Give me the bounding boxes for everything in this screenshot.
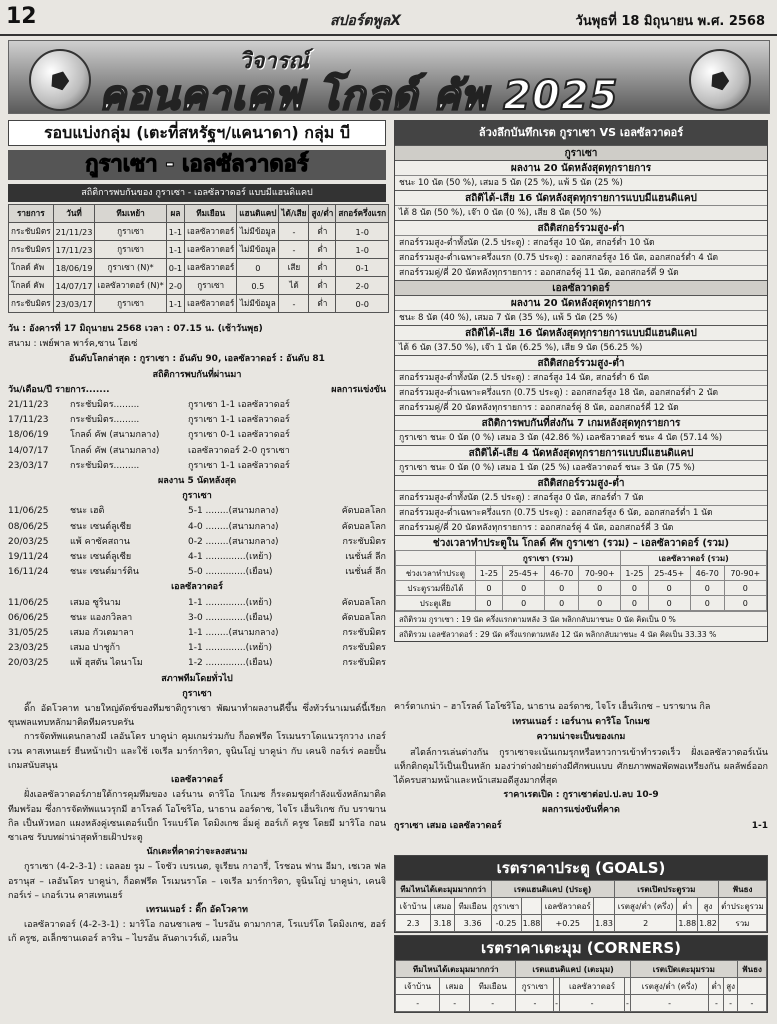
result-cell: ชนะ แองกวิลลา [70, 612, 133, 623]
table-cell: 0-1 [166, 259, 184, 277]
odds-subheader: เรตสูง/ต่ำ (ครึ่ง) [630, 978, 709, 995]
result-row [8, 565, 386, 580]
table-cell: กระชับมิตร [9, 295, 54, 313]
banner-kicker: วิจารณ์ [239, 49, 309, 74]
table-cell: 0 [579, 596, 621, 611]
result-cell: 23/03/17 [8, 460, 49, 471]
table-row [9, 259, 389, 277]
team-a-coach: เทรนเนอร์ : ดิ๊ก อัดโวคาท [146, 904, 248, 915]
stat-line: ได้ 8 นัด (50 %), เจ๊า 0 นัด (0 %), เสีย 8 นัด (50 %) [395, 205, 767, 220]
odds-subheader: สูง [698, 898, 719, 915]
prediction-line [394, 819, 768, 834]
result-cell [338, 444, 386, 459]
team-a-name: กูราเซา [182, 491, 212, 502]
table-cell: 14/07/17 [53, 277, 95, 295]
timing-team-a: กูราเซา (รวม) [475, 551, 621, 566]
result-cell: กระชับมิตร [342, 628, 386, 639]
result-cell: เอลซัลวาดอร์ 2-0 กูราเซา [188, 445, 290, 456]
analysis-column [394, 700, 768, 834]
result-cell: เนชั่นส์ ลีก [345, 567, 386, 578]
result-cell: กูราเซา 1-1 เอลซัลวาดอร์ [188, 460, 290, 471]
stat-line: สกอร์รวมสูง-ต่ำทั้งนัด (2.5 ประตู) : สกอร์สูง 0 นัด, สกอร์ต่ำ 7 นัด [395, 490, 767, 505]
table-cell: 1-1 [166, 295, 184, 313]
title-banner [8, 40, 770, 114]
table-row [9, 277, 389, 295]
odds-subheader: ทีมเยือน [454, 898, 491, 915]
result-row [8, 596, 386, 611]
kickoff-time: วัน : อังคารที่ 17 มิถุนายน 2568 เวลา : 07.15 น. (เช้าวันพุธ) [8, 324, 263, 334]
odds-subheader [521, 898, 542, 915]
result-row [8, 656, 386, 671]
history-table [8, 204, 389, 313]
table-cell: 0 [724, 581, 766, 596]
odds-subheader: ต่ำประตูรวม [718, 898, 766, 915]
odds-subheader: เรตสูง/ต่ำ (ครึ่ง) [614, 898, 677, 915]
stat-line: ได้ 6 นัด (37.50 %), เจ๊า 1 นัด (6.25 %), เสีย 9 นัด (56.25 %) [395, 340, 767, 355]
team-a-name: กูราเซา [395, 145, 767, 160]
table-cell: เอลซัลวาดอร์ (N)* [95, 277, 166, 295]
result-cell: โกลด์ คัพ (สนามกลาง) [70, 430, 160, 441]
odds-subheader: เจ้าบ้าน [396, 898, 431, 915]
result-row [8, 611, 386, 626]
result-cell: เสมอ กัวเตมาลา [70, 628, 134, 639]
odds-value: 1.83 [594, 915, 615, 932]
result-row [8, 504, 386, 519]
result-cell: 08/06/25 [8, 521, 49, 532]
section-heading: สถิติการพบกันที่ส่งกัน 7 เกมหลังสุดทุกรายการ [395, 415, 767, 430]
goals-odds-table: ทีมไหนได้เตะมุมมากกว่า เรตแฮนดิแคป (ประตู) เรตเปิดประตูรวม ฟันธง เจ้าบ้าน เสมอ ทีมเยือน กูราเซา เอลซัลวาดอร์ เรตสูง/ต่ำ (ครึ่ง) ต่ำ สูง ต่ำประตูรวม 2.3 3.18 3.36 -0.25 1.88 +0.25 1.83 2 1.88 1.82 รวม [395, 880, 767, 932]
corners-odds-box [394, 935, 768, 1013]
odds-value: 1.88 [521, 915, 542, 932]
result-cell: โกลด์ คัพ (สนามกลาง) [70, 445, 160, 456]
table-cell: เอลซัลวาดอร์ [185, 295, 237, 313]
table-cell: 0-1 [336, 259, 389, 277]
result-cell: 19/11/24 [8, 552, 49, 563]
section-heading: สถิติได้-เสีย 16 นัดหลังสุดทุกรายการแบบมีแฮนดิแคป [395, 190, 767, 205]
table-cell: 0 [724, 596, 766, 611]
odds-subheader: ต่ำ [709, 978, 724, 995]
column-header: ทีมเหย้า [95, 205, 166, 223]
stat-line: สกอร์รวมคู่/คี่ 20 นัดหลังทุกรายการ : ออกสกอร์คู่ 4 นัด, ออกสกอร์คี่ 3 นัด [395, 520, 767, 535]
prediction-text: กูราเซา เสมอ เอลซัลวาดอร์ [394, 820, 502, 831]
table-cell: 0 [545, 581, 579, 596]
section-heading: สถิติได้-เสีย 16 นัดหลังสุดทุกรายการแบบมีแฮนดิแคป [395, 325, 767, 340]
table-cell: ต่ำ [309, 259, 336, 277]
odds-value: - [559, 995, 625, 1012]
stat-line: สกอร์รวมสูง-ต่ำทั้งนัด (2.5 ประตู) : สกอร์สูง 10 นัด, สกอร์ต่ำ 10 นัด [395, 235, 767, 250]
result-cell: 17/11/23 [8, 415, 49, 426]
result-cell: 1-1 ........(สนามกลาง) [188, 628, 279, 639]
page-header [0, 0, 777, 36]
table-cell: กูราเซา (N)* [95, 259, 166, 277]
result-cell: ชนะ เซนต์ลูเซีย [70, 552, 132, 563]
column-header: ทีมเยือน [185, 205, 237, 223]
timing-header: 1-25 [475, 566, 502, 581]
result-row [8, 535, 386, 550]
result-cell: 4-0 ........(สนามกลาง) [188, 521, 279, 532]
probability-text: สไตล์การเล่นต่างกัน กูราเซาจะเน้นเกมรุกหรือหาวการเข้าทำรวดเร็ว ฝั่งเอลซัลวาดอร์เน้นแท็กติกดุมไว้เป็นเป็นหลัก มองว่าต่างฝ่ายต่างมีศักพบแบบ ศักยภาพพอพัดพอเหรียงกัน ผลลัพธ์ออกได้ครบสามหน้าและหน้าเสมอดีสูงมากที่สุด [394, 747, 768, 787]
result-cell: 1-1 ..............(เหย้า) [188, 597, 272, 608]
table-cell: เอลซัลวาดอร์ [185, 223, 237, 241]
group-heading: รอบแบ่งกลุ่ม (เตะที่สหรัฐฯ/แคนาดา) กลุ่ม บี [8, 120, 386, 146]
result-cell: 31/05/25 [8, 628, 49, 639]
result-cell: คัดบอลโลก [341, 597, 386, 608]
column-header: ผล [166, 205, 184, 223]
table-cell: ต่ำ [309, 223, 336, 241]
odds-value: - [396, 995, 440, 1012]
result-cell: แพ้ ฮุสตัน ไดนาโม [70, 658, 143, 669]
table-cell: โกลด์ คัพ [9, 259, 54, 277]
table-cell: 21/11/23 [53, 223, 95, 241]
result-cell: คัดบอลโลก [341, 521, 386, 532]
stat-line: สกอร์รวมสูง-ต่ำเฉพาะครึ่งแรก (0.75 ประตู) : ออกสกอร์สูง 6 นัด, ออกสกอร์ต่ำ 1 นัด [395, 505, 767, 520]
odds-value: 2 [614, 915, 677, 932]
odds-value: 1.88 [677, 915, 698, 932]
general-condition-title: สภาพทีมโดยทั่วไป [161, 673, 233, 684]
probability-title: ความน่าจะเป็นของเกม [536, 732, 626, 743]
team-a-paragraph: ดิ๊ก อัดโวคาท นายใหญ่ดัตช์ของทีมชาติกูราเซา พัฒนาทำผลงานดีขึ้น ซึ่งทัวร์นาเมนต์นี้เรียกขุนพลแทบหลักมาติดทีมครบครัน [8, 704, 386, 729]
result-cell: 21/11/23 [8, 400, 49, 411]
table-row [396, 581, 767, 596]
table-cell: ไม่มีข้อมูล [237, 223, 279, 241]
section-heading: สถิติสกอร์รวมสูง-ต่ำ [395, 475, 767, 490]
table-cell: 0 [690, 581, 724, 596]
banner-title: คอนคาเคฟ โกลด์ คัพ 2025 [99, 73, 619, 114]
result-cell: 3-0 ..............(เยือน) [188, 612, 273, 623]
table-cell: 0 [545, 596, 579, 611]
odds-value: 3.18 [431, 915, 455, 932]
history-table-title: สถิติการพบกันของ กูราเซา - เอลซัลวาดอร์ แบบมีแฮนดิแคป [8, 184, 386, 202]
table-cell: 0 [690, 596, 724, 611]
table-cell: 23/03/17 [53, 295, 95, 313]
table-cell: กระชับมิตร [9, 223, 54, 241]
opening-odds: ราคาเรตเปิด : กูราเซาต่อป.ป.ลบ 10-9 [503, 790, 659, 801]
goals-odds-title: เรตราคาประตู (GOALS) [395, 856, 767, 880]
odds-value: -0.25 [491, 915, 521, 932]
result-row [8, 520, 386, 535]
table-cell: 1-1 [166, 241, 184, 259]
table-cell: ต่ำ [309, 295, 336, 313]
timing-team-b: เอลซัลวาดอร์ (รวม) [621, 551, 767, 566]
result-cell: กูราเซา 1-1 เอลซัลวาดอร์ [188, 400, 290, 411]
table-cell: ได้ [279, 277, 309, 295]
lineup-title: นักเตะที่คาดว่าจะลงสนาม [146, 847, 248, 858]
result-cell: กระชับมิตร [342, 658, 386, 669]
section-heading: สถิติสกอร์รวมสูง-ต่ำ [395, 355, 767, 370]
result-row [8, 550, 386, 565]
result-row [8, 641, 386, 656]
odds-value: - [630, 995, 709, 1012]
section-heading: ช่วงเวลาทำประตูใน โกลด์ คัพ กูราเซา (รวม) – เอลซัลวาดอร์ (รวม) [395, 535, 767, 550]
table-cell: 0 [475, 581, 502, 596]
timing-header: 70-90+ [579, 566, 621, 581]
issue-date: วันพุธที่ 18 มิถุนายน พ.ศ. 2568 [575, 14, 765, 29]
result-row [8, 413, 386, 428]
table-row [9, 295, 389, 313]
timing-header: 25-45+ [502, 566, 544, 581]
stat-line: กูราเซา ชนะ 0 นัด (0 %) เสมอ 3 นัด (42.86 %) เอลซัลวาดอร์ ชนะ 4 นัด (57.14 %) [395, 430, 767, 445]
team-b-lineup-cont: คาร์ตาเกน่า – ฮาโรลด์ โอโซริโอ, นาธาน ออร์ดาซ, ไจโร เฮ็นริเกซ – บราฆาน กิล [394, 702, 711, 712]
odds-value: - [724, 995, 738, 1012]
odds-subheader [737, 978, 766, 995]
odds-subheader: เจ้าบ้าน [396, 978, 440, 995]
result-cell: 06/06/25 [8, 612, 49, 623]
team-b-name: เอลซัลวาดอร์ [171, 582, 223, 593]
table-cell: กูราเซา [95, 295, 166, 313]
odds-subheader: เอลซัลวาดอร์ [542, 898, 594, 915]
odds-subheader: กูราเซา [491, 898, 521, 915]
odds-value: - [440, 995, 470, 1012]
goals-odds-box [394, 855, 768, 933]
table-row [396, 596, 767, 611]
team-b-coach: เทรนเนอร์ : เอร์นาน ดาริโอ โกเมซ [512, 717, 650, 728]
timing-header: 1-25 [621, 566, 648, 581]
column-header: วันที่ [53, 205, 95, 223]
result-cell: คัดบอลโลก [341, 506, 386, 517]
result-cell: 5-0 ..............(เยือน) [188, 567, 273, 578]
result-cell [338, 428, 386, 443]
result-cell: เสมอ ปาชูก้า [70, 643, 121, 654]
section-heading: สถิติได้-เสีย 4 นัดหลังสุดทุกรายการแบบมีแฮนดิแคป [395, 445, 767, 460]
result-cell: แพ้ คาซัคสถาน [70, 536, 130, 547]
corners-odds-table: ทีมไหนได้เตะมุมมากกว่า เรตแฮนดิแคป (เตะมุม) เรตเปิดเตะมุมรวม ฟันธง เจ้าบ้าน เสมอ ทีมเยือน กูราเซา เอลซัลวาดอร์ เรตสูง/ต่ำ (ครึ่ง) ต่ำ สูง - - - - - - - - - - - [395, 960, 767, 1012]
odds-value: - [469, 995, 515, 1012]
prediction-title: ผลการแข่งขันที่คาด [542, 805, 620, 816]
odds-value: +0.25 [542, 915, 594, 932]
table-cell: เอลซัลวาดอร์ [185, 241, 237, 259]
result-cell: กูราเซา 1-1 เอลซัลวาดอร์ [188, 415, 290, 426]
team-b-name: เอลซัลวาดอร์ [395, 280, 767, 295]
table-cell: 17/11/23 [53, 241, 95, 259]
table-cell: 1-0 [336, 223, 389, 241]
past-meetings-header: วัน/เดือน/ปี รายการ....... ผลการแข่งขัน [8, 384, 386, 395]
result-cell: ชนะ เซนต์มาร์ติน [70, 567, 139, 578]
result-cell: 23/03/25 [8, 643, 49, 654]
table-cell: 18/06/19 [53, 259, 95, 277]
team-b-paragraph: ฝั่งเอลซัลวาดอร์ภายใต้การคุมทีมของ เอร์นาน ดาริโอ โกเมซ ก็ระดมชุดกำลังแข้งหลักมาติดทีมพร้อม ซึ่งการจัดทัพแนวรุกมี ฮาโรลด์ โอโซริโอ, นาธาน ออร์ดาซ, ไจโร เฮ็นริเกซ กับ บราฆาน กิล เป็นหัวหอก แผงหลังคู่เซนเตอร์แบ็ก โรแบร์โต โดมิงเกซ อิ่มคู่ ฮอร์เก้ ครูซ โดยมี มาริโอ กอนซาเลซ รับบทผ่าน่าสุดท้ายเฝ้าประตู [8, 790, 386, 843]
stat-line: ชนะ 8 นัด (40 %), เสมอ 7 นัด (35 %), แพ้ 5 นัด (25 %) [395, 310, 767, 325]
result-row [8, 626, 386, 641]
table-cell: ต่ำ [309, 241, 336, 259]
stat-line: สกอร์รวมคู่/คี่ 20 นัดหลังทุกรายการ : ออกสกอร์คู่ 8 นัด, ออกสกอร์คี่ 12 นัด [395, 400, 767, 415]
result-cell: ชนะ เซนต์ลูเซีย [70, 521, 132, 532]
section-heading: ผลงาน 20 นัดหลังสุดทุกรายการ [395, 160, 767, 175]
table-cell: ไม่มีข้อมูล [237, 241, 279, 259]
table-cell: โกลด์ คัพ [9, 277, 54, 295]
table-cell: 0 [621, 596, 648, 611]
world-ranking: อันดับโลกล่าสุด : กูราเซา : อันดับ 90, เอลซัลวาดอร์ : อันดับ 81 [69, 354, 325, 365]
prediction-score: 1-1 [751, 820, 768, 831]
column-header: รายการ [9, 205, 54, 223]
table-cell: 0.5 [237, 277, 279, 295]
result-cell: 11/06/25 [8, 506, 49, 517]
team-b-lineup: เอลซัลวาดอร์ (4-2-3-1) : มาริโอ กอนซาเลซ – ไบรอัน ตามากาส, โรแบร์โต โดมิงเกซ, ฮอร์เก้ ครูซ, อเล็กซานเดอร์ ลาริน – ไบรอัน ลันดาเวร์เด้, เมลวิน [8, 920, 386, 945]
result-cell: 20/03/25 [8, 658, 49, 669]
result-row [8, 444, 386, 459]
table-cell: 2-0 [166, 277, 184, 295]
table-row [9, 223, 389, 241]
team-a-paragraph: การจัดทัพแดนกลางมี เลอันโดร บาคูน่า คุมเกมร่วมกับ ก็อดฟรีด โรเมนราโดแนวรุกวาง เกอร์เวน คาสเทนเยร์ ยืนหน้าเป้า และใช้ เจเรีล มาร์การิตา, จูนินโญ่ บาคูน่า กับ เคนจิ กอร์เร่ คอยปั้นเกมสนับสนุน [8, 732, 386, 771]
table-cell: - [279, 241, 309, 259]
table-cell: 1-1 [166, 223, 184, 241]
odds-value: - [516, 995, 554, 1012]
table-cell: - [279, 223, 309, 241]
odds-value: 2.3 [396, 915, 431, 932]
result-cell: 1-2 ..............(เยือน) [188, 658, 273, 669]
table-cell: 0 [648, 596, 690, 611]
column-header: ได้/เสีย [279, 205, 309, 223]
table-cell: กูราเซา [95, 241, 166, 259]
table-cell: 0 [475, 596, 502, 611]
corners-odds-title: เรตราคาเตะมุม (CORNERS) [395, 936, 767, 960]
past-meetings-list [8, 398, 386, 474]
stat-line: กูราเซา ชนะ 0 นัด (0 %) เสมอ 1 นัด (25 %) เอลซัลวาดอร์ ชนะ 3 นัด (75 %) [395, 460, 767, 475]
odds-subheader: เสมอ [440, 978, 470, 995]
table-cell: ประตูเสีย [396, 596, 476, 611]
section-heading: ผลงาน 20 นัดหลังสุดทุกรายการ [395, 295, 767, 310]
result-cell: กระชับมิตร......... [70, 415, 140, 426]
table-cell: 0 [502, 596, 544, 611]
table-cell: เอลซัลวาดอร์ [185, 259, 237, 277]
column-header: แฮนดิแคป [237, 205, 279, 223]
goal-timing-table [395, 550, 767, 611]
result-cell: 5-1 ........(สนามกลาง) [188, 506, 279, 517]
table-cell: 0 [502, 581, 544, 596]
football-icon [29, 49, 91, 111]
result-cell: 16/11/24 [8, 567, 49, 578]
table-cell: กูราเซา [185, 277, 237, 295]
stat-line: ชนะ 10 นัด (50 %), เสมอ 5 นัด (25 %), แพ้ 5 นัด (25 %) [395, 175, 767, 190]
football-icon [689, 49, 751, 111]
table-cell: 0 [621, 581, 648, 596]
last5-title: ผลงาน 5 นัดหลังสุด [157, 476, 237, 487]
timing-header: ช่วงเวลาทำประตู [396, 566, 476, 581]
result-cell [338, 413, 386, 428]
timing-header: 46-70 [690, 566, 724, 581]
table-cell: ประตูรวมที่ยิงได้ [396, 581, 476, 596]
odds-subheader: เอลซัลวาดอร์ [559, 978, 625, 995]
result-cell: 0-2 ........(สนามกลาง) [188, 536, 279, 547]
result-cell: 1-1 ..............(เหย้า) [188, 643, 272, 654]
result-cell [338, 459, 386, 474]
table-cell: 1-0 [336, 241, 389, 259]
team-b-name: เอลซัลวาดอร์ [171, 775, 223, 786]
odds-subheader [594, 898, 615, 915]
table-cell: เสีย [279, 259, 309, 277]
table-cell: 2-0 [336, 277, 389, 295]
odds-subheader: ทีมเยือน [469, 978, 515, 995]
team-a-name: กูราเซา [182, 688, 212, 699]
brand-logo: สปอร์ตพูลX [330, 13, 402, 29]
section-heading: สถิติสกอร์รวมสูง-ต่ำ [395, 220, 767, 235]
table-cell: 0-0 [336, 295, 389, 313]
result-cell [338, 398, 386, 413]
table-cell: กระชับมิตร [9, 241, 54, 259]
result-cell: 14/07/17 [8, 445, 49, 456]
column-header: สูง/ต่ำ [309, 205, 336, 223]
result-cell: กูราเซา 0-1 เอลซัลวาดอร์ [188, 430, 290, 441]
table-cell: 0 [648, 581, 690, 596]
stat-line: สกอร์รวมคู่/คี่ 20 นัดหลังทุกรายการ : ออกสกอร์คู่ 11 นัด, ออกสกอร์คี่ 9 นัด [395, 265, 767, 280]
odds-value: 3.36 [454, 915, 491, 932]
column-header: สกอร์ครึ่งแรก [336, 205, 389, 223]
result-cell: กระชับมิตร......... [70, 460, 140, 471]
comeback-stat: สถิติรวม เอลซัลวาดอร์ : 29 นัด ครึ่งแรกตามหลัง 12 นัด พลิกกลับมาชนะ 4 นัด คิดเป็น 33.33 % [395, 626, 767, 641]
table-cell: กูราเซา [95, 223, 166, 241]
timing-header: 70-90+ [724, 566, 766, 581]
result-row [8, 398, 386, 413]
result-cell: คัดบอลโลก [341, 612, 386, 623]
page-number: 12 [6, 4, 37, 29]
result-cell: เนชั่นส์ ลีก [345, 552, 386, 563]
table-cell: ต่ำ [309, 277, 336, 295]
odds-subheader: เสมอ [431, 898, 455, 915]
match-title: กูราเซา - เอลซัลวาดอร์ [8, 150, 386, 180]
result-cell: เสมอ ซูรินาม [70, 597, 121, 608]
result-cell: กระชับมิตร [342, 643, 386, 654]
odds-subheader: ต่ำ [677, 898, 698, 915]
team-a-lineup: กูราเซา (4-2-3-1) : เอลอย รูม – โจชัว เบรเนต, จูเรียน กาอารี่, โรชอน ฟาน อีมา, เชเวล ฟลอรานุส – เลอันโดร บาคูน่า, ก็อดฟรีด โรเมนราโด – เจเรีล มาร์การิตา, จูนินโญ่ บาคูน่า, เคนจิ กอร์เร่ – เกอร์เวน คาสเทนเยร์ [8, 862, 386, 901]
match-info-column [8, 322, 386, 947]
table-cell: - [279, 295, 309, 313]
odds-value: - [709, 995, 724, 1012]
timing-header: 25-45+ [648, 566, 690, 581]
result-cell: 11/06/25 [8, 597, 49, 608]
odds-subheader: กูราเซา [516, 978, 554, 995]
result-cell: 4-1 ..............(เหย้า) [188, 552, 272, 563]
table-row [9, 241, 389, 259]
timing-header: 46-70 [545, 566, 579, 581]
result-cell: ชนะ เฮติ [70, 506, 105, 517]
table-cell: 0 [237, 259, 279, 277]
team-b-form-list [8, 596, 386, 672]
result-row [8, 459, 386, 474]
odds-value: 1.82 [698, 915, 719, 932]
result-cell: กระชับมิตร [342, 536, 386, 547]
team-a-form-list [8, 504, 386, 580]
result-row [8, 428, 386, 443]
table-cell: ไม่มีข้อมูล [237, 295, 279, 313]
stat-line: สกอร์รวมสูง-ต่ำทั้งนัด (2.5 ประตู) : สกอร์สูง 14 นัด, สกอร์ต่ำ 6 นัด [395, 370, 767, 385]
odds-subheader: สูง [724, 978, 738, 995]
rate-stats-box [394, 120, 768, 642]
odds-value: รวม [718, 915, 766, 932]
past-meetings-title: สถิติการพบกันที่ผ่านมา [152, 369, 242, 380]
result-cell: 18/06/19 [8, 430, 49, 441]
odds-value: - [737, 995, 766, 1012]
odds-value: - [554, 995, 559, 1012]
result-cell: กระชับมิตร......... [70, 400, 140, 411]
table-cell: 0 [579, 581, 621, 596]
stat-line: สกอร์รวมสูง-ต่ำเฉพาะครึ่งแรก (0.75 ประตู) : ออกสกอร์สูง 18 นัด, ออกสกอร์ต่ำ 2 นัด [395, 385, 767, 400]
odds-value: - [625, 995, 630, 1012]
venue: สนาม : เพย์พาล พาร์ค,ซาน โฮเซ่ [8, 339, 138, 350]
result-cell: 20/03/25 [8, 536, 49, 547]
comeback-stat: สถิติรวม กูราเซา : 19 นัด ครึ่งแรกตามหลัง 3 นัด พลิกกลับมาชนะ 0 นัด คิดเป็น 0 % [395, 611, 767, 626]
stat-line: สกอร์รวมสูง-ต่ำเฉพาะครึ่งแรก (0.75 ประตู) : ออกสกอร์สูง 16 นัด, ออกสกอร์ต่ำ 4 นัด [395, 250, 767, 265]
rate-stats-title: ล้วงลึกบันทึกเรต กูราเซา VS เอลซัลวาดอร์ [395, 121, 767, 145]
